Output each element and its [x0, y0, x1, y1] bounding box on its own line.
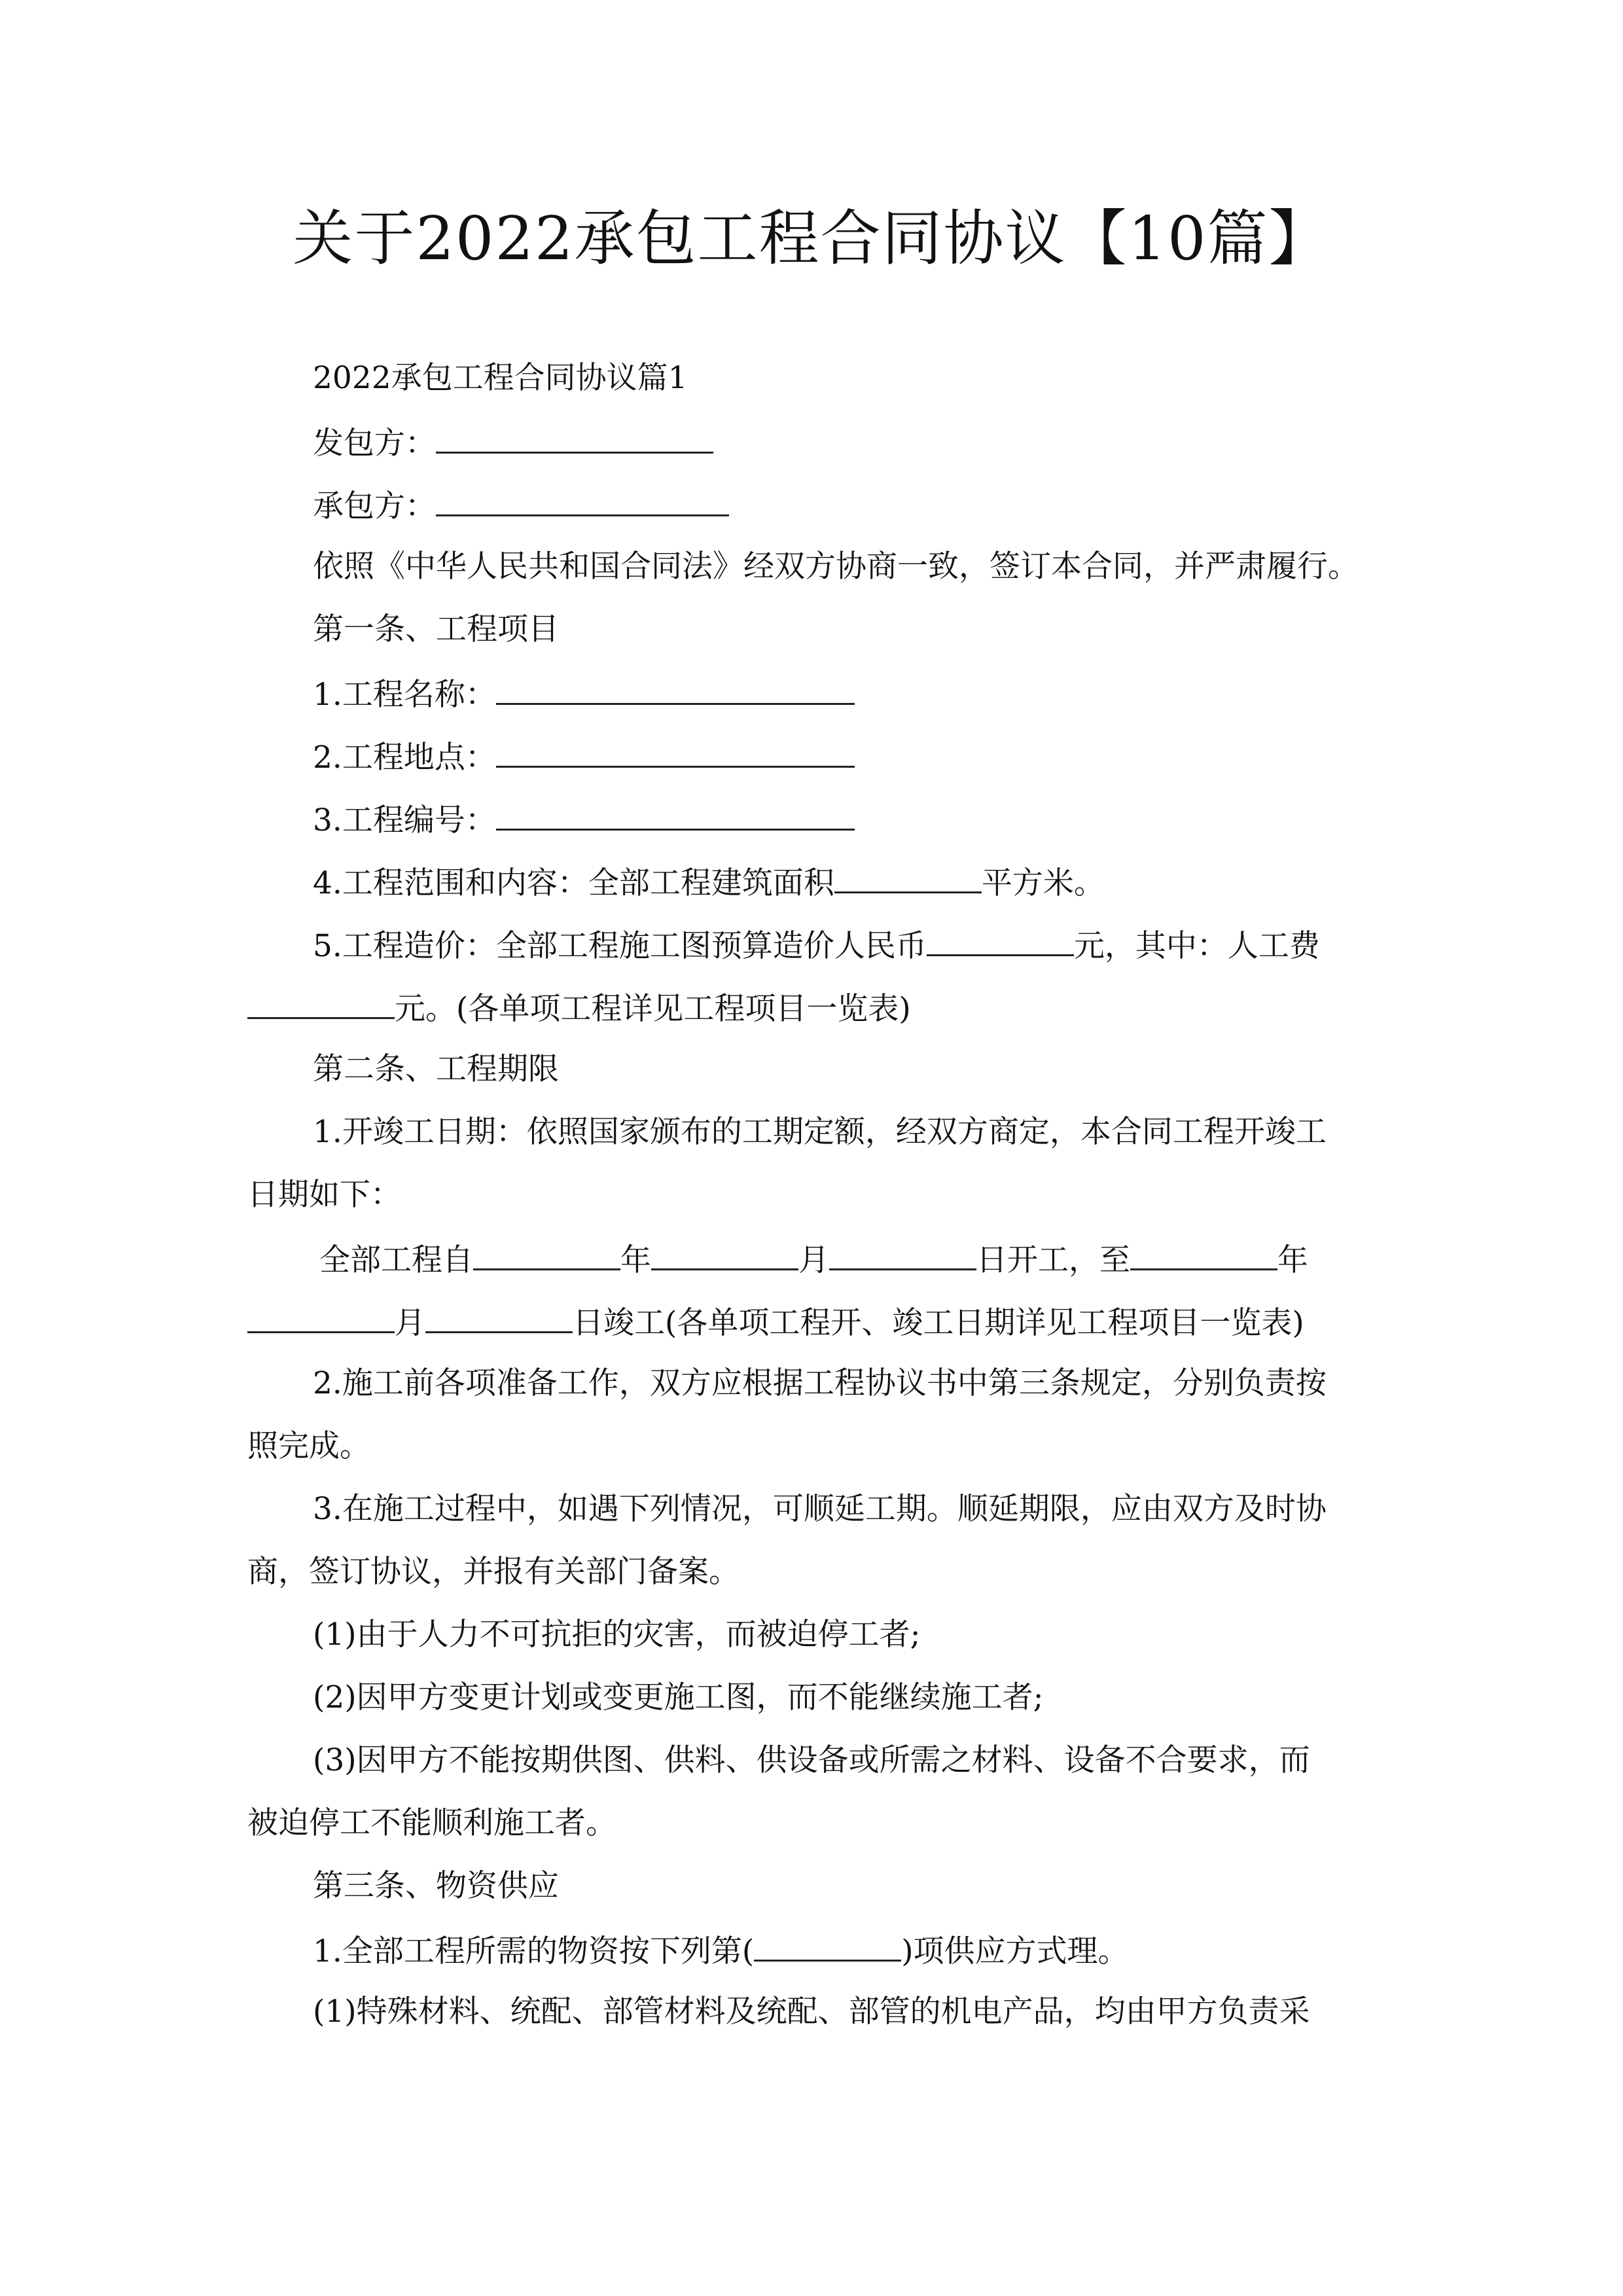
preparation-line-1: 2.施工前各项准备工作，双方应根据工程协议书中第三条规定，分别负责按 [313, 1365, 1327, 1401]
party-b-label: 承包方： [313, 488, 436, 524]
month-label: 月 [798, 1242, 829, 1278]
supply-blank [754, 1929, 901, 1962]
project-cost-line-2 [247, 987, 911, 1029]
extension-case-3-line-1: (3)因甲方不能按期供图、供料、供设备或所需之材料、设备不合要求，而 [313, 1742, 1310, 1778]
article3-heading: 第三条、物资供应 [313, 1868, 559, 1904]
party-a-line [313, 422, 713, 463]
project-number-blank [496, 798, 855, 831]
start-year-blank [473, 1238, 620, 1270]
project-location-blank [496, 736, 855, 768]
date-prefix: 全部工程自 [319, 1242, 473, 1278]
area-unit: 平方米。 [981, 865, 1105, 901]
document-title: 关于2022承包工程合同协议【10篇】 [293, 204, 1330, 274]
labor-cost-blank [247, 987, 395, 1019]
year-label: 年 [620, 1242, 651, 1278]
end-month-blank [247, 1301, 395, 1333]
start-day-blank [829, 1238, 976, 1270]
project-name-label: 1.工程名称： [313, 677, 496, 713]
end-day-blank [425, 1301, 573, 1333]
project-location-label: 2.工程地点： [313, 740, 496, 776]
date-line-2 [247, 1301, 1304, 1343]
supply-case-1: (1)特殊材料、统配、部管材料及统配、部管的机电产品，均由甲方负责采 [313, 1994, 1310, 2030]
extension-case-3-line-2: 被迫停工不能顺利施工者。 [247, 1805, 616, 1841]
party-b-line [313, 484, 729, 526]
article1-heading: 第一条、工程项目 [313, 611, 559, 647]
extension-line-2: 商，签订协议，并报有关部门备案。 [247, 1554, 740, 1590]
section-heading: 2022承包工程合同协议篇1 [313, 360, 688, 396]
project-number-line [313, 798, 855, 840]
project-cost-end: 元。(各单项工程详见工程项目一览表) [395, 991, 911, 1027]
supply-pre: 1.全部工程所需的物资按下列第( [313, 1933, 755, 1969]
cost-blank [927, 924, 1074, 956]
extension-case-2: (2)因甲方变更计划或变更施工图，而不能继续施工者; [313, 1679, 1044, 1715]
extension-line-1: 3.在施工过程中，如遇下列情况，可顺延工期。顺延期限，应由双方及时协 [313, 1491, 1327, 1527]
day-end-label: 日竣工(各单项工程开、竣工日期详见工程项目一览表) [573, 1305, 1304, 1341]
project-cost-line [313, 924, 1320, 966]
area-blank [834, 861, 982, 893]
project-cost-text: 5.工程造价：全部工程施工图预算造价人民币 [313, 928, 927, 964]
schedule-line-1: 1.开竣工日期：依照国家颁布的工期定额，经双方商定，本合同工程开竣工 [313, 1114, 1327, 1150]
start-month-blank [651, 1238, 798, 1270]
end-year-label: 年 [1277, 1242, 1308, 1278]
party-a-blank [436, 422, 713, 454]
project-scope-line [313, 861, 1105, 903]
preparation-line-2: 照完成。 [247, 1428, 370, 1464]
end-month-label: 月 [395, 1305, 425, 1341]
project-name-line [313, 673, 855, 715]
supply-line [313, 1929, 1129, 1971]
preamble: 依照《中华人民共和国合同法》经双方协商一致，签订本合同，并严肃履行。 [313, 548, 1359, 584]
supply-post: )项供应方式理。 [901, 1933, 1129, 1969]
project-cost-mid: 元，其中：人工费 [1073, 928, 1320, 964]
party-a-label: 发包方： [313, 425, 436, 461]
day-start-label: 日开工，至 [976, 1242, 1130, 1278]
end-year-blank [1130, 1238, 1277, 1270]
date-line-1 [319, 1238, 1308, 1280]
project-number-label: 3.工程编号： [313, 802, 496, 838]
schedule-line-2: 日期如下： [247, 1177, 401, 1213]
article2-heading: 第二条、工程期限 [313, 1051, 559, 1087]
project-scope-text: 4.工程范围和内容：全部工程建筑面积 [313, 865, 834, 901]
party-b-blank [436, 484, 729, 516]
project-name-blank [496, 673, 855, 705]
extension-case-1: (1)由于人力不可抗拒的灾害，而被迫停工者; [313, 1617, 921, 1653]
project-location-line [313, 736, 855, 778]
